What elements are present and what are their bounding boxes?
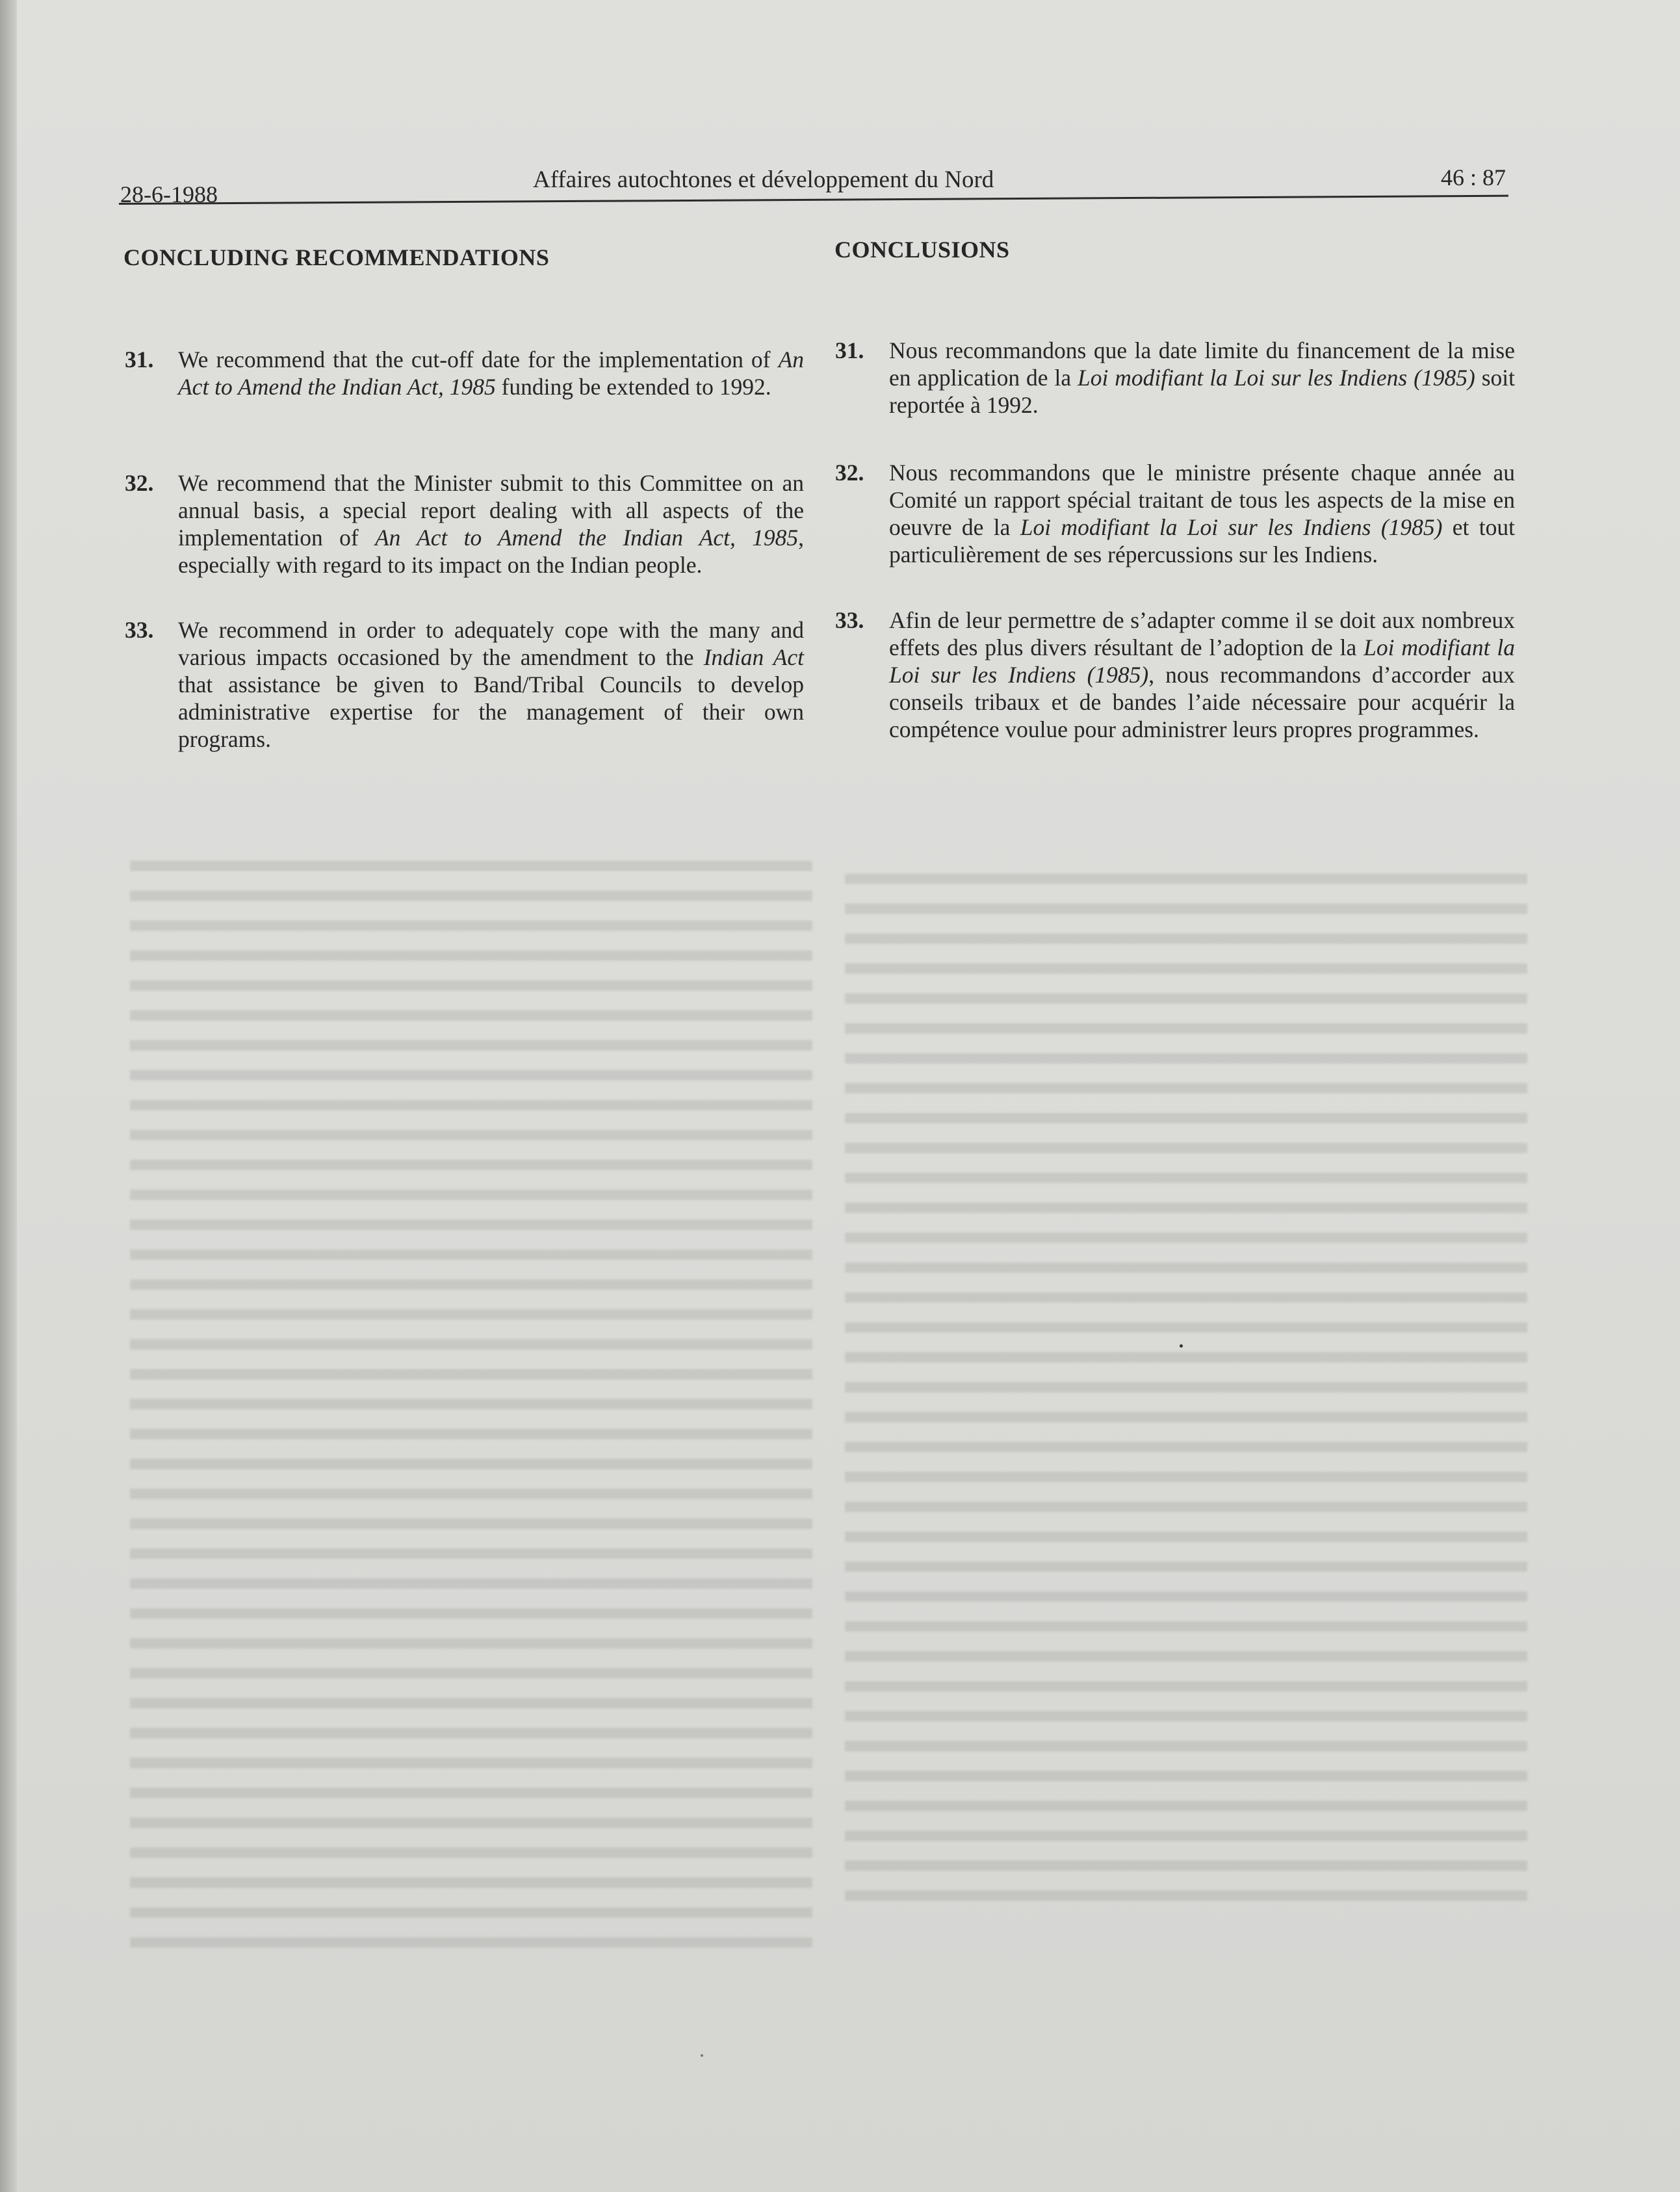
header-rule xyxy=(119,195,1508,205)
item-number: 33. xyxy=(125,617,154,643)
item-text: Nous recommandons que le ministre présente chaque année au Comité un rapport spécial traitant de tous les aspects de la mise en oeuvre de la Loi modifiant la Loi sur les Indiens (1985) et tout particulièrement de ses répercussions sur les Indiens. xyxy=(889,460,1515,568)
header-page-number: 46 : 87 xyxy=(1440,164,1506,190)
right-column-heading: CONCLUSIONS xyxy=(834,237,1010,263)
item-number: 31. xyxy=(835,337,864,363)
scan-page-edge xyxy=(0,0,17,2192)
conclusion-item xyxy=(835,607,1515,743)
item-number: 31. xyxy=(125,346,154,372)
scan-speck xyxy=(1180,1344,1183,1348)
conclusion-item xyxy=(835,459,1515,568)
show-through-right xyxy=(845,858,1527,1911)
recommendation-item xyxy=(125,469,804,579)
scan-speck xyxy=(701,2054,703,2057)
recommendation-item xyxy=(125,616,804,753)
item-text: We recommend that the Minister submit to this Committee on an annual basis, a special report dealing with all aspects of the implementation of An Act to Amend the Indian Act, 1985, especially with regard to its impact on the Indian people. xyxy=(178,470,804,578)
header-title: Affaires autochtones et développement du Nord xyxy=(533,166,994,193)
item-text: Afin de leur permettre de s’adapter comme il se doit aux nombreux effets des plus divers résultant de l’adoption de la Loi modifiant la Loi sur les Indiens (1985), nous recommandons d’accorder aux conseils tribaux et de bandes l’aide nécessaire pour acquérir la compétence voulue pour administrer leurs propres programmes. xyxy=(889,607,1515,742)
item-number: 32. xyxy=(125,470,154,496)
item-text: We recommend in order to adequately cope with the many and various impacts occasioned by the amendment to the Indian Act that assistance be given to Band/Tribal Councils to develop administrative expertise for the management of their own programs. xyxy=(178,617,804,752)
item-text: We recommend that the cut-off date for the implementation of An Act to Amend the Indian Act, 1985 funding be extended to 1992. xyxy=(178,346,804,400)
item-text: Nous recommandons que la date limite du financement de la mise en application de la Loi modifiant la Loi sur les Indiens (1985) soit reportée à 1992. xyxy=(889,337,1516,418)
left-column-heading: CONCLUDING RECOMMENDATIONS xyxy=(123,244,550,270)
item-number: 33. xyxy=(835,607,864,633)
header-date: 28-6-1988 xyxy=(120,181,218,207)
item-number: 32. xyxy=(835,460,864,486)
conclusion-item xyxy=(835,337,1515,419)
show-through-left xyxy=(130,845,812,1950)
recommendation-item xyxy=(125,346,804,400)
